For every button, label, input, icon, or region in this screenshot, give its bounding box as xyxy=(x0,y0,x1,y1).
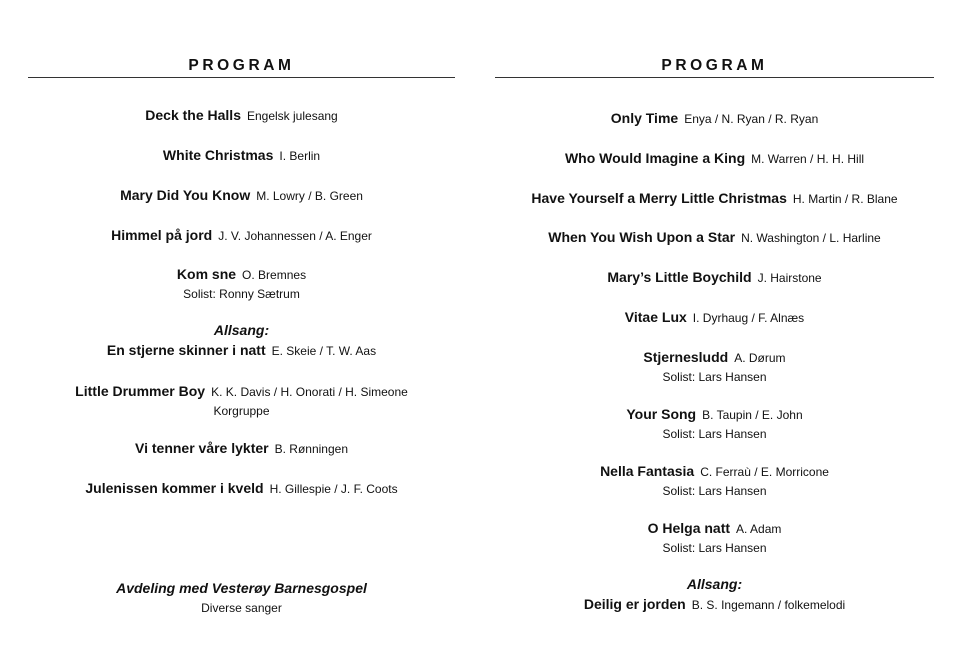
song-credit: E. Skeie / T. W. Aas xyxy=(271,343,377,358)
song-credit: K. K. Davis / H. Onorati / H. Simeone xyxy=(211,385,408,399)
song-credit: I. Berlin xyxy=(279,149,321,163)
song-credit: A. Adam xyxy=(736,522,782,536)
song-title: Mary’s Little Boychild xyxy=(607,269,752,285)
song-title: Kom sne xyxy=(176,266,237,282)
soloist-note: Solist: Lars Hansen xyxy=(662,540,767,555)
allsang-label: Allsang: xyxy=(213,322,270,338)
program-item xyxy=(495,405,934,443)
soloist-note: Solist: Lars Hansen xyxy=(662,369,767,384)
program-item xyxy=(495,268,934,288)
song-title: Nella Fantasia xyxy=(600,463,695,479)
song-title: White Christmas xyxy=(162,147,274,163)
song-title: Vitae Lux xyxy=(624,309,687,325)
program-heading-left: PROGRAM xyxy=(188,57,295,74)
soloist-note: Solist: Ronny Sætrum xyxy=(183,286,300,301)
song-title: Julenissen kommer i kveld xyxy=(85,480,264,496)
song-title: Deilig er jorden xyxy=(583,595,686,612)
program-left-column xyxy=(28,0,455,669)
song-title: Mary Did You Know xyxy=(120,187,251,203)
program-item xyxy=(495,348,934,386)
program-item xyxy=(28,186,455,206)
song-credit: Engelsk julesang xyxy=(246,109,338,123)
footer-note: Diverse sanger xyxy=(201,600,282,615)
program-item xyxy=(495,189,934,209)
song-title: Who Would Imagine a King xyxy=(564,150,746,166)
program-right-column xyxy=(495,0,934,669)
program-item xyxy=(28,321,455,360)
song-title: Your Song xyxy=(626,406,697,422)
song-title: Little Drummer Boy xyxy=(75,383,206,399)
program-item xyxy=(28,439,455,459)
heading-divider-left xyxy=(28,77,455,78)
program-item xyxy=(495,519,934,557)
program-item xyxy=(495,149,934,169)
program-heading-right: PROGRAM xyxy=(661,57,768,74)
group-note: Korgruppe xyxy=(213,403,270,418)
program-footer xyxy=(28,579,455,617)
program-item xyxy=(28,265,455,303)
program-item xyxy=(495,575,934,614)
program-item xyxy=(28,479,455,499)
program-item xyxy=(495,109,934,129)
program-item xyxy=(28,146,455,166)
song-credit: B. S. Ingemann / folkemelodi xyxy=(691,597,846,612)
song-title: When You Wish Upon a Star xyxy=(548,229,736,245)
song-title: En stjerne skinner i natt xyxy=(106,341,266,358)
program-item xyxy=(28,382,455,420)
program-item xyxy=(28,106,455,126)
song-title: Only Time xyxy=(610,110,679,126)
song-credit: M. Warren / H. H. Hill xyxy=(751,152,865,166)
song-credit: I. Dyrhaug / F. Alnæs xyxy=(692,311,805,325)
song-credit: J. Hairstone xyxy=(757,271,822,285)
song-credit: J. V. Johannessen / A. Enger xyxy=(218,229,372,243)
song-title: O Helga natt xyxy=(647,520,731,536)
song-title: Stjernesludd xyxy=(643,349,729,365)
song-credit: A. Dørum xyxy=(734,351,786,365)
soloist-note: Solist: Lars Hansen xyxy=(662,483,767,498)
footer-title: Avdeling med Vesterøy Barnesgospel xyxy=(116,580,367,596)
song-title: Deck the Halls xyxy=(145,107,241,123)
heading-divider-right xyxy=(495,77,934,78)
song-title: Himmel på jord xyxy=(111,227,213,243)
song-title: Have Yourself a Merry Little Christmas xyxy=(531,190,787,206)
song-credit: H. Gillespie / J. F. Coots xyxy=(269,482,398,496)
song-credit: B. Taupin / E. John xyxy=(702,408,803,422)
song-credit: M. Lowry / B. Green xyxy=(256,189,363,203)
song-credit: C. Ferraù / E. Morricone xyxy=(700,465,829,479)
song-credit: B. Rønningen xyxy=(274,442,348,456)
program-item xyxy=(28,226,455,246)
song-credit: O. Bremnes xyxy=(242,268,307,282)
song-credit: Enya / N. Ryan / R. Ryan xyxy=(684,112,819,126)
program-item xyxy=(495,462,934,500)
allsang-label: Allsang: xyxy=(686,576,743,592)
song-title: Vi tenner våre lykter xyxy=(135,440,269,456)
song-credit: N. Washington / L. Harline xyxy=(741,231,881,245)
program-item xyxy=(495,228,934,248)
program-item xyxy=(495,308,934,328)
soloist-note: Solist: Lars Hansen xyxy=(662,426,767,441)
song-credit: H. Martin / R. Blane xyxy=(792,192,898,206)
